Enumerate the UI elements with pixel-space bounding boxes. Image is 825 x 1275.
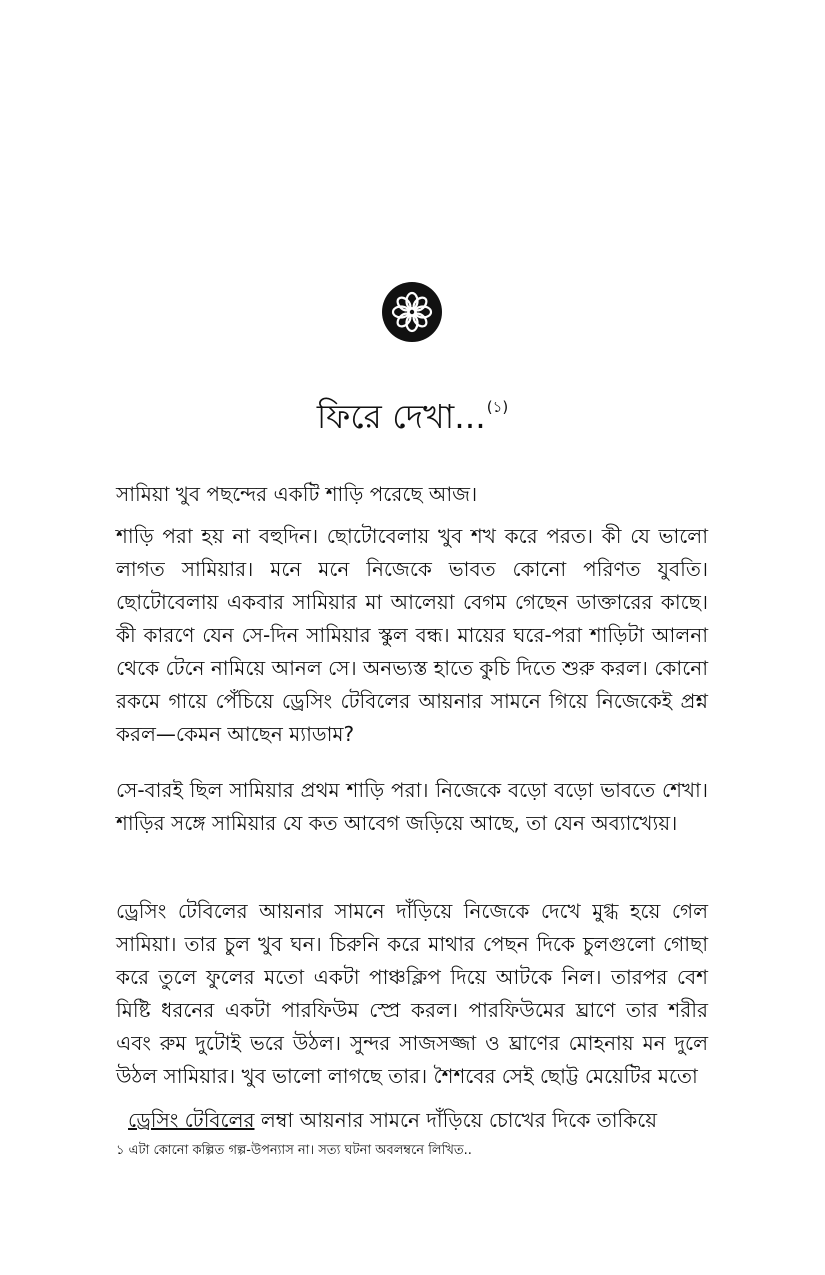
continuation-text: লম্বা আয়নার সামনে দাঁড়িয়ে চোখের দিকে তাকিয়ে: [254, 1108, 658, 1132]
footnote-marker: (১): [486, 398, 509, 416]
paragraph-4: ড্রেসিং টেবিলের আয়নার সামনে দাঁড়িয়ে নিজেকে দেখে মুগ্ধ হয়ে গেল সামিয়া। তার চুল খুব ঘন। চিরুনি করে মাথার পেছন দিকে চুলগুলো গোছা করে তুলে ফুলের মতো একটা পাঞ্চক্লিপ দিয়ে আটকে নিল। তারপর বেশ মিষ্টি ধরনের একটা পারফিউম স্প্রে করল। পারফিউমের ঘ্রাণে তার শরীর এবং রুম দুটোই ভরে উঠল। সুন্দর সাজসজ্জা ও ঘ্রাণের মোহনায় মন দুলে উঠল সামিয়ার। খুব ভালো লাগছে তার। শৈশবের সেই ছোট্ট মেয়েটির মতো: [116, 899, 708, 1088]
footnote: ১ এটা কোনো কল্পিত গল্প-উপন্যাস না। সত্য ঘটনা অবলম্বনে লিখিত..: [116, 1143, 472, 1158]
lotus-flower-icon: [381, 281, 443, 343]
paragraph-1: সামিয়া খুব পছন্দের একটি শাড়ি পরেছে আজ।: [116, 482, 478, 506]
underlined-phrase: ড্রেসিং টেবিলের: [128, 1108, 255, 1132]
paragraph-2: শাড়ি পরা হয় না বহুদিন। ছোটোবেলায় খুব শখ করে পরত। কী যে ভালো লাগত সামিয়ার। মনে মনে নিজেকে ভাবত কোনো পরিণত যুবতি। ছোটোবেলায় একবার সামিয়ার মা আলেয়া বেগম গেছেন ডাক্তারের কাছে। কী কারণে যেন সে-দিন সামিয়ার স্কুল বন্ধ। মায়ের ঘরে-পরা শাড়িটা আলনা থেকে টেনে নামিয়ে আনল সে। অনভ্যস্ত হাতে কুচি দিতে শুরু করল। কোনো রকমে গায়ে পেঁচিয়ে ড্রেসিং টেবিলের আয়নার সামনে গিয়ে নিজেকেই প্রশ্ন করল—কেমন আছেন ম্যাডাম?: [116, 524, 708, 746]
paragraph-3: সে-বারই ছিল সামিয়ার প্রথম শাড়ি পরা। নিজেকে বড়ো বড়ো ভাবতে শেখা। শাড়ির সঙ্গে সামিয়ার যে কত আবেগ জড়িয়ে আছে, তা যেন অব্যাখ্যেয়।: [116, 778, 708, 835]
chapter-title: [0, 385, 825, 439]
chapter-title-text: ফিরে দেখা...: [316, 397, 486, 436]
continuation-line: [116, 1104, 708, 1137]
